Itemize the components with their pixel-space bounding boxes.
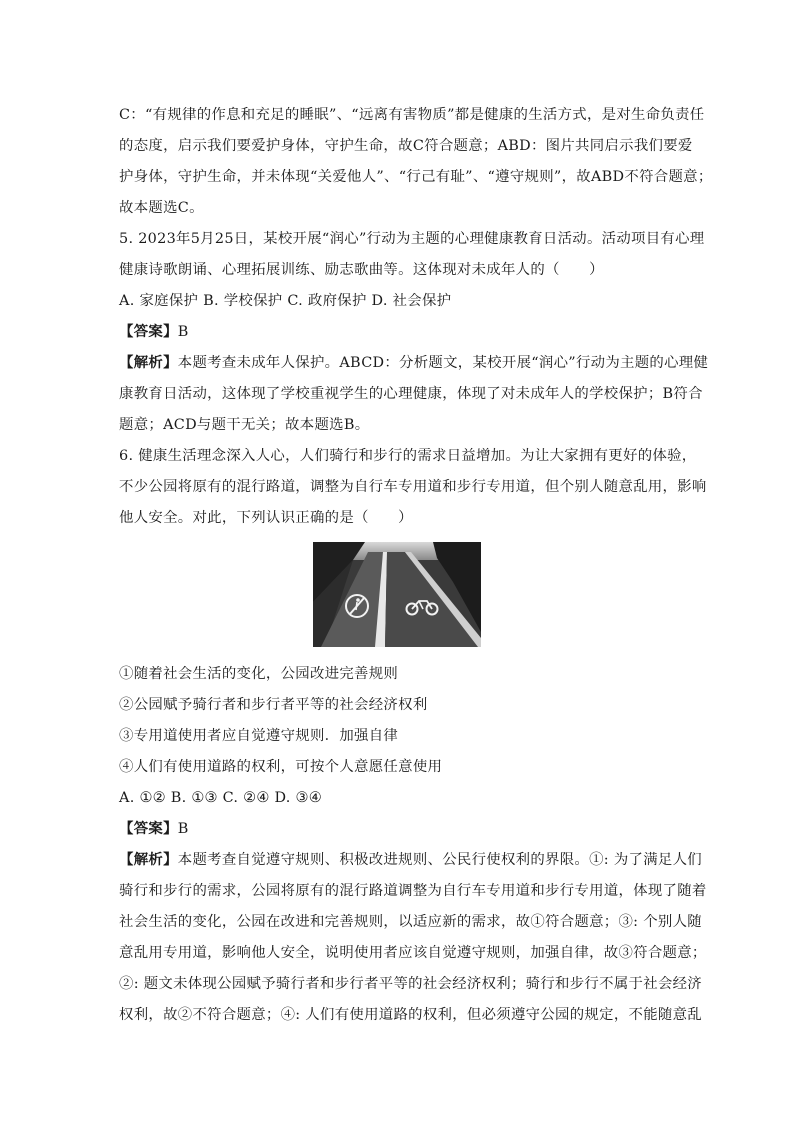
analysis-text: ②: 题文未体现公园赋予骑行者和步行者平等的社会经济权利；骑行和步行不属于社会经济 xyxy=(119,976,702,992)
question-6-options: A. ①② B. ①③ C. ②④ D. ③④ xyxy=(119,790,322,806)
analysis-text: 意乱用专用道，影响他人安全，说明使用者应该自觉遵守规则，加强自律，故③符合题意； xyxy=(119,945,707,961)
section-label: 【解析】 xyxy=(119,851,178,868)
statement-2: ②公园赋予骑行者和步行者平等的社会经济权利 xyxy=(119,697,428,713)
analysis-text: 康教育日活动，这体现了学校重视学生的心理健康，体现了对未成年人的学校保护；B符合 xyxy=(119,386,703,402)
question-5-stem: 5. 2023年5月25日，某校开展“润心”行动为主题的心理健康教育日活动。活动项目有心理 xyxy=(119,231,705,247)
text-line: 护身体，守护生命，并未体现“关爱他人”、“行己有耻”、“遵守规则”，故ABD不符合题意； xyxy=(119,169,713,185)
question-6-stem: 他人安全。对此，下列认识正确的是（ ） xyxy=(119,510,413,526)
answer-label: 【答案】B xyxy=(119,820,189,837)
question-6-stem: 不少公园将原有的混行路道，调整为自行车专用道和步行专用道，但个别人随意乱用，影响 xyxy=(119,479,707,495)
question-6-stem: 6. 健康生活理念深入人心，人们骑行和步行的需求日益增加。为让大家拥有更好的体验， xyxy=(119,448,697,464)
statement-1: ①随着社会生活的变化，公园改进完善规则 xyxy=(119,666,399,682)
statement-3: ③专用道使用者应自觉遵守规则．加强自律 xyxy=(119,728,399,744)
question-5-stem: 健康诗歌朗诵、心理拓展训练、励志歌曲等。这体现对未成年人的（ ） xyxy=(119,262,604,278)
analysis-text: 题意；ACD与题干无关；故本题选B。 xyxy=(119,417,370,433)
section-label: 【解析】 xyxy=(119,354,178,371)
text-line: 的态度，启示我们要爱护身体，守护生命，故C符合题意；ABD：图片共同启示我们要爱 xyxy=(119,138,693,154)
section-label: 【答案】 xyxy=(119,820,178,837)
bike-lane-photo-image xyxy=(313,542,481,647)
statement-4: ④人们有使用道路的权利，可按个人意愿任意使用 xyxy=(119,759,443,775)
answer-label: 【答案】B xyxy=(119,323,189,340)
text-line: C：“有规律的作息和充足的睡眠”、“远离有害物质”都是健康的生活方式，是对生命负责任 xyxy=(119,107,705,123)
section-label: 【答案】 xyxy=(119,323,178,340)
text-line: 故本题选C。 xyxy=(119,200,204,216)
analysis-text: 骑行和步行的需求，公园将原有的混行路道调整为自行车专用道和步行专用道，体现了随着 xyxy=(119,883,707,899)
question-5-options: A. 家庭保护 B. 学校保护 C. 政府保护 D. 社会保护 xyxy=(119,293,452,309)
bike-lane-photo xyxy=(313,542,481,647)
analysis-text: 【解析】本题考查未成年人保护。ABCD：分析题文，某校开展“润心”行动为主题的心理健 xyxy=(119,354,709,371)
analysis-text: 权利，故②不符合题意；④: 人们有使用道路的权利，但必须遵守公园的规定，不能随意乱 xyxy=(119,1007,702,1023)
analysis-text: 社会生活的变化，公园在改进和完善规则，以适应新的需求，故①符合题意；③: 个别人随 xyxy=(119,914,702,930)
analysis-text: 【解析】本题考查自觉遵守规则、积极改进规则、公民行使权利的界限。①: 为了满足人们 xyxy=(119,851,702,868)
